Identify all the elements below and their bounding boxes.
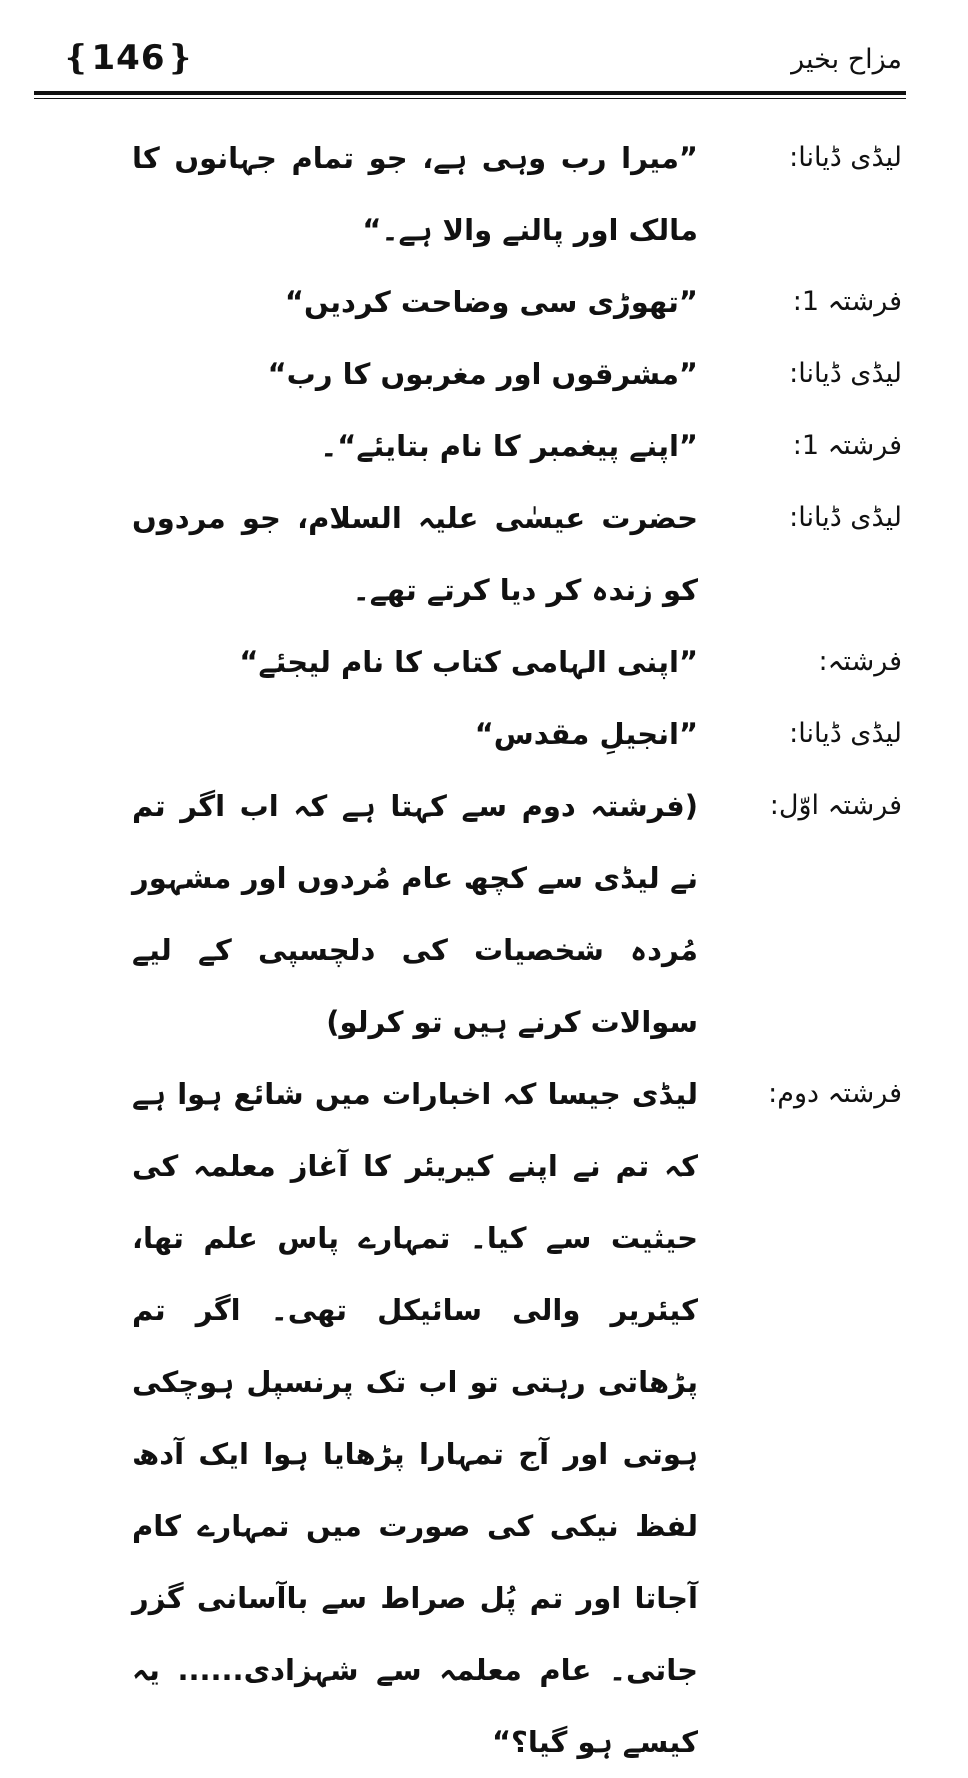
- page-header: [0, 0, 968, 100]
- dialogue-entry: [0, 770, 968, 1058]
- speaker-label: لیڈی ڈیانا:: [789, 502, 902, 533]
- dialogue-entry: [0, 122, 968, 266]
- dialogue-body: [0, 122, 968, 1778]
- header-rule-thick: [34, 91, 906, 95]
- dialogue-text: ”تھوڑی سی وضاحت کردیں“: [284, 285, 698, 319]
- dialogue-entry: [0, 266, 968, 338]
- speaker-label: فرشتہ 1:: [792, 286, 902, 317]
- speaker-label: فرشتہ:: [818, 646, 902, 677]
- dialogue-text: ”مشرقوں اور مغربوں کا رب“: [267, 357, 698, 391]
- page-number-value: 146: [91, 38, 166, 78]
- dialogue-entry: [0, 410, 968, 482]
- dialogue-entry: [0, 698, 968, 770]
- dialogue-text: (فرشتہ دوم سے کہتا ہے کہ اب اگر تم نے لیڈی سے کچھ عام مُردوں اور مشہور مُردہ شخصیات کی دلچسپی کے لیے سوالات کرنے ہیں تو کرلو): [132, 789, 698, 1039]
- dialogue-text: ”اپنے پیغمبر کا نام بتایئے“۔: [320, 429, 698, 463]
- dialogue-text: لیڈی جیسا کہ اخبارات میں شائع ہوا ہے کہ تم نے اپنے کیریئر کا آغاز معلمہ کی حیثیت سے کیا۔ تمہارے پاس علم تھا، کیئریر والی سائیکل تھی۔ اگر تم پڑھاتی رہتی تو اب تک پرنسپل ہوچکی ہوتی اور آج تمہارا پڑھایا ہوا ایک آدھ لفظ نیکی کی صورت میں تمہارے کام آجاتا اور تم پُل صراط سے باآسانی گزر جاتی۔ عام معلمہ سے شہزادی...... یہ کیسے ہو گیا؟“: [132, 1077, 698, 1759]
- page-number: [62, 38, 195, 78]
- dialogue-entry: [0, 482, 968, 626]
- running-title: مزاح بخیر: [791, 44, 902, 75]
- header-rule-thin: [34, 98, 906, 99]
- dialogue-entry: [0, 338, 968, 410]
- dialogue-text: ”اپنی الہامی کتاب کا نام لیجئے“: [239, 645, 698, 679]
- speaker-label: لیڈی ڈیانا:: [789, 142, 902, 173]
- dialogue-text: ”انجیلِ مقدس“: [474, 717, 698, 751]
- page-number-bracket-left: ❴: [62, 38, 92, 78]
- dialogue-entry: [0, 1058, 968, 1778]
- page-number-bracket-right: ❵: [165, 38, 195, 78]
- speaker-label: فرشتہ دوم:: [768, 1078, 902, 1109]
- dialogue-entry: [0, 626, 968, 698]
- dialogue-text: ”میرا رب وہی ہے، جو تمام جہانوں کا مالک اور پالنے والا ہے۔“: [132, 141, 698, 247]
- speaker-label: لیڈی ڈیانا:: [789, 358, 902, 389]
- speaker-label: فرشتہ اوّل:: [769, 790, 902, 821]
- speaker-label: فرشتہ 1:: [792, 430, 902, 461]
- speaker-label: لیڈی ڈیانا:: [789, 718, 902, 749]
- dialogue-text: حضرت عیسٰی علیہ السلام، جو مردوں کو زندہ کر دیا کرتے تھے۔: [132, 501, 698, 607]
